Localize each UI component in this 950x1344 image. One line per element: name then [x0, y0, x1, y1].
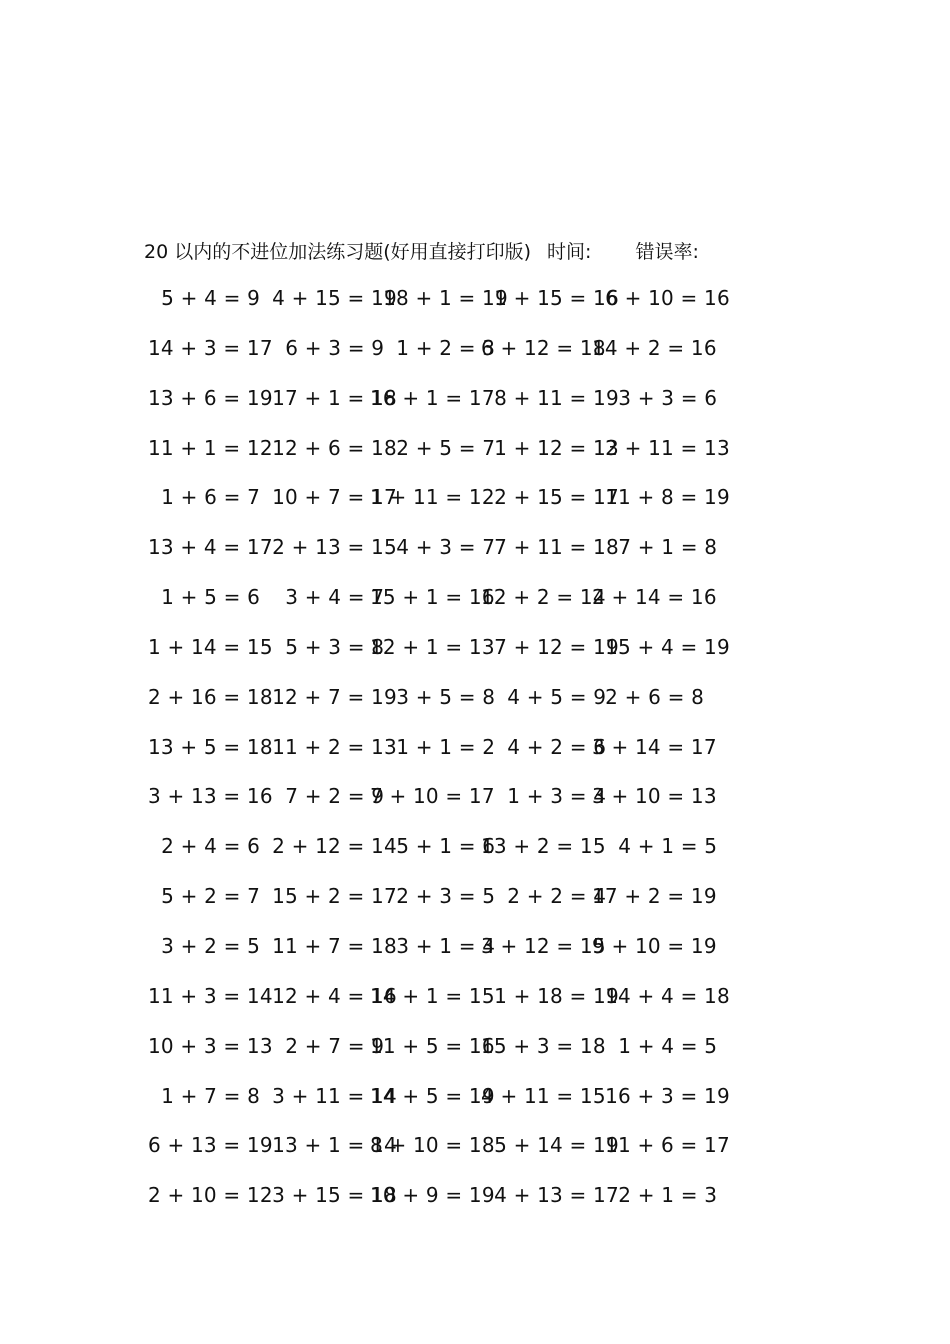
addition-problem: 15 + 2 = 17 — [259, 884, 397, 909]
problem-row — [148, 733, 717, 783]
addition-problem: 1 + 18 = 19 — [481, 983, 619, 1008]
addition-problem: 3 + 13 = 16 — [148, 784, 273, 809]
addition-problem: 2 + 11 = 13 — [592, 435, 730, 460]
addition-problem: 7 + 1 = 8 — [592, 535, 718, 560]
addition-problem: 7 + 12 = 19 — [481, 634, 619, 659]
addition-problem: 17 + 2 = 19 — [592, 884, 717, 909]
addition-problem: 8 + 11 = 19 — [481, 385, 619, 410]
addition-problem: 16 + 1 = 17 — [370, 385, 495, 410]
addition-problem: 14 + 3 = 17 — [148, 335, 273, 360]
addition-problem: 1 + 11 = 12 — [370, 485, 495, 510]
problem-row — [148, 882, 717, 932]
addition-problem: 5 + 4 = 9 — [148, 286, 261, 310]
addition-problem: 13 + 6 = 19 — [148, 385, 273, 410]
addition-problem: 1 + 15 = 16 — [481, 286, 619, 310]
addition-problem: 3 + 14 = 17 — [592, 734, 717, 759]
addition-problem: 3 + 4 = 7 — [259, 585, 385, 610]
addition-problem: 1 + 2 = 3 — [370, 335, 496, 360]
problem-row — [148, 1181, 718, 1231]
addition-problem: 1 + 14 = 15 — [148, 634, 273, 659]
addition-problem: 3 + 5 = 8 — [370, 684, 496, 709]
problem-row — [148, 782, 717, 832]
addition-problem: 3 + 12 = 15 — [481, 933, 606, 958]
addition-problem: 2 + 2 = 4 — [481, 884, 607, 909]
addition-problem: 11 + 3 = 14 — [148, 983, 273, 1008]
addition-problem: 5 + 1 = 6 — [370, 834, 496, 859]
addition-problem: 1 + 12 = 13 — [481, 435, 619, 460]
addition-problem: 12 + 4 = 16 — [259, 983, 397, 1008]
addition-problem: 5 + 3 = 8 — [259, 634, 385, 659]
addition-problem: 6 + 13 = 19 — [148, 1133, 273, 1158]
addition-problem: 2 + 13 = 15 — [259, 535, 397, 560]
problem-row — [148, 1082, 730, 1132]
addition-problem: 2 + 10 = 12 — [148, 1183, 273, 1208]
addition-problem: 4 + 15 = 19 — [259, 286, 397, 310]
addition-problem: 3 + 10 = 13 — [592, 784, 717, 809]
addition-problem: 2 + 12 = 14 — [259, 834, 397, 859]
addition-problem: 4 + 1 = 5 — [592, 834, 718, 859]
addition-problem: 2 + 4 = 6 — [148, 834, 261, 859]
problem-row — [148, 683, 703, 733]
addition-problem: 5 + 2 = 7 — [148, 884, 261, 909]
addition-problem: 11 + 2 = 13 — [259, 734, 397, 759]
addition-problem: 2 + 7 = 9 — [259, 1033, 385, 1058]
addition-problem: 4 + 5 = 9 — [481, 684, 607, 709]
addition-problem: 16 + 3 = 19 — [592, 1083, 730, 1108]
addition-problem: 14 + 1 = 15 — [370, 983, 495, 1008]
addition-problem: 4 + 11 = 15 — [481, 1083, 606, 1108]
error-rate-label: 错误率: — [635, 240, 699, 263]
addition-problem: 6 + 12 = 18 — [481, 335, 606, 360]
worksheet-title: 20 以内的不进位加法练习题(好用直接打印版) — [144, 240, 532, 263]
addition-problem: 1 + 3 = 4 — [481, 784, 607, 809]
problem-row — [148, 932, 717, 982]
addition-problem: 10 + 7 = 17 — [259, 485, 397, 510]
addition-problem: 3 + 11 = 14 — [259, 1083, 397, 1108]
addition-problem: 2 + 14 = 16 — [592, 585, 717, 610]
addition-problem: 3 + 3 = 6 — [592, 385, 718, 410]
addition-problem: 2 + 3 = 5 — [370, 884, 496, 909]
addition-problem: 13 + 2 = 15 — [481, 834, 606, 859]
addition-problem: 2 + 5 = 7 — [370, 435, 496, 460]
addition-problem: 11 + 6 = 17 — [592, 1133, 730, 1158]
problem-row — [148, 1032, 718, 1082]
problem-row — [148, 533, 718, 583]
problem-row — [148, 334, 717, 384]
addition-problem: 9 + 10 = 19 — [592, 933, 717, 958]
addition-problem: 11 + 7 = 18 — [259, 933, 397, 958]
addition-problem: 1 + 4 = 5 — [592, 1033, 718, 1058]
addition-problem: 15 + 4 = 19 — [592, 634, 730, 659]
addition-problem: 1 + 6 = 7 — [148, 485, 261, 510]
addition-problem: 7 + 2 = 9 — [259, 784, 385, 809]
addition-problem: 1 + 5 = 6 — [148, 585, 261, 610]
addition-problem: 2 + 1 = 3 — [592, 1183, 718, 1208]
addition-problem: 10 + 9 = 19 — [370, 1183, 495, 1208]
addition-problem: 7 + 11 = 18 — [481, 535, 619, 560]
problem-row — [148, 434, 730, 484]
addition-problem: 14 + 4 = 18 — [592, 983, 730, 1008]
addition-problem: 6 + 3 = 9 — [259, 335, 385, 360]
addition-problem: 1 + 1 = 2 — [370, 734, 496, 759]
problem-row — [148, 284, 730, 334]
addition-problem: 4 + 2 = 6 — [481, 734, 607, 759]
addition-problem: 3 + 15 = 18 — [259, 1183, 397, 1208]
addition-problem: 2 + 6 = 8 — [592, 684, 705, 709]
addition-problem: 6 + 10 = 16 — [592, 286, 730, 310]
addition-problem: 7 + 10 = 17 — [370, 784, 495, 809]
addition-problem: 11 + 5 = 16 — [370, 1033, 495, 1058]
addition-problem: 5 + 14 = 19 — [481, 1133, 619, 1158]
addition-problem: 2 + 15 = 17 — [481, 485, 619, 510]
addition-problem: 3 + 2 = 5 — [148, 933, 261, 958]
addition-problem: 14 + 2 = 16 — [592, 335, 717, 360]
worksheet-header — [144, 236, 699, 264]
addition-problem: 1 + 7 = 8 — [148, 1083, 261, 1108]
addition-problem: 14 + 5 = 19 — [370, 1083, 495, 1108]
addition-problem: 12 + 1 = 13 — [370, 634, 495, 659]
addition-problem: 13 + 4 = 17 — [148, 535, 273, 560]
addition-problem: 4 + 3 = 7 — [370, 535, 496, 560]
addition-problem: 10 + 3 = 13 — [148, 1033, 273, 1058]
addition-problem: 12 + 6 = 18 — [259, 435, 397, 460]
addition-problem: 2 + 16 = 18 — [148, 684, 273, 709]
addition-problem: 3 + 1 = 4 — [370, 933, 496, 958]
problem-grid — [148, 284, 730, 1231]
problem-row — [148, 583, 717, 633]
problem-row — [148, 832, 718, 882]
addition-problem: 15 + 3 = 18 — [481, 1033, 606, 1058]
addition-problem: 15 + 1 = 16 — [370, 585, 495, 610]
addition-problem: 13 + 1 = 14 — [259, 1133, 397, 1158]
addition-problem: 12 + 2 = 14 — [481, 585, 606, 610]
addition-problem: 4 + 13 = 17 — [481, 1183, 619, 1208]
addition-problem: 11 + 1 = 12 — [148, 435, 273, 460]
addition-problem: 8 + 10 = 18 — [370, 1133, 495, 1158]
problem-row — [148, 633, 730, 683]
problem-row — [148, 483, 730, 533]
problem-row — [148, 384, 718, 434]
addition-problem: 17 + 1 = 18 — [259, 385, 397, 410]
addition-problem: 13 + 5 = 18 — [148, 734, 273, 759]
problem-row — [148, 1131, 730, 1181]
addition-problem: 18 + 1 = 19 — [370, 286, 508, 310]
time-label: 时间: — [547, 240, 592, 263]
addition-problem: 11 + 8 = 19 — [592, 485, 730, 510]
problem-row — [148, 982, 730, 1032]
addition-problem: 12 + 7 = 19 — [259, 684, 397, 709]
